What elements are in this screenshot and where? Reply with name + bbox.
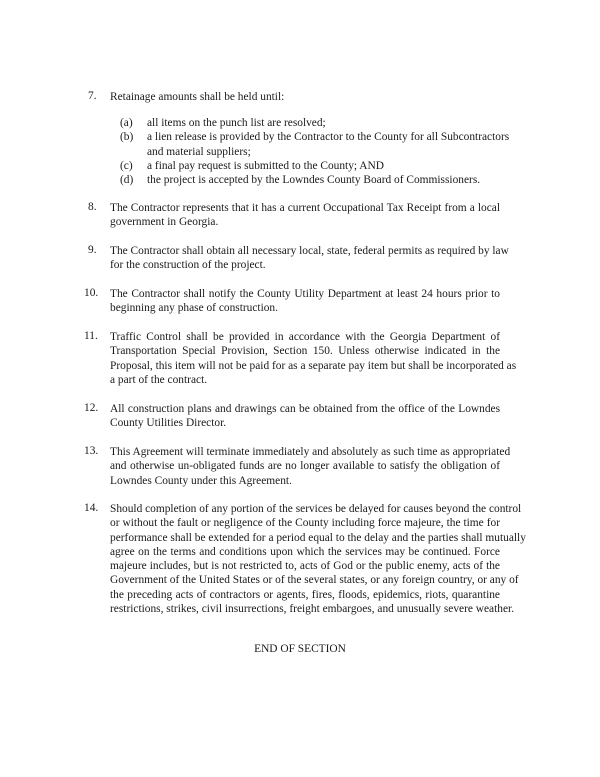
- clause-text: [110, 445, 511, 488]
- clause-number: 8.: [88, 201, 97, 213]
- text-line: beginning any phase of construction.: [110, 302, 278, 315]
- text-line: The Contractor represents that it has a current Occupational Tax Receipt from a local: [110, 202, 500, 214]
- sub-clause: [0, 116, 600, 130]
- text-line: government in Georgia.: [110, 216, 219, 229]
- clause-number: 11.: [84, 330, 98, 342]
- clause-number: 7.: [88, 90, 97, 102]
- text-line: performance shall be extended for a period equal to the delay and the parties shall mutually: [110, 531, 526, 544]
- text-line: The Contractor shall obtain all necessary local, state, federal permits as required by law: [110, 245, 509, 257]
- sub-clause-text: all items on the punch list are resolved;: [147, 117, 326, 129]
- clause-text: [110, 330, 517, 387]
- clause-text: [110, 402, 500, 431]
- text-line: Retainage amounts shall be held until:: [110, 91, 285, 103]
- sub-clause-label: (c): [120, 159, 133, 172]
- end-of-section: END OF SECTION: [254, 643, 346, 655]
- clause-number: 10.: [84, 287, 99, 299]
- clause-number: 14.: [84, 502, 99, 514]
- sub-clause-text: a final pay request is submitted to the County; AND: [147, 159, 384, 172]
- sub-clause-text: the project is accepted by the Lowndes County Board of Commissioners.: [147, 174, 481, 187]
- clause-text: [110, 201, 500, 230]
- text-line: majeure includes, but is not restricted to, acts of God or the public enemy, acts of the: [110, 560, 500, 573]
- text-line: a part of the contract.: [110, 373, 208, 386]
- sub-clause: [0, 145, 600, 159]
- text-line: Proposal, this item will not be paid for as a separate pay item but shall be incorporated as: [110, 359, 517, 372]
- sub-clause-text: and material suppliers;: [147, 145, 251, 158]
- sub-clause-text: a lien release is provided by the Contractor to the County for all Subcontractors: [147, 131, 510, 144]
- clause-number: 9.: [88, 244, 97, 256]
- text-line: Government of the United States or of the several states, or any foreign country, or any of: [110, 574, 519, 587]
- text-line: Should completion of any portion of the services be delayed for causes beyond the control: [110, 503, 522, 515]
- sub-clause: [0, 173, 600, 187]
- sub-clause: [0, 130, 600, 144]
- text-line: the preceding acts of contractors or agents, fires, floods, epidemics, riots, quarantine: [110, 588, 500, 601]
- sub-clause: [0, 159, 600, 173]
- text-line: The Contractor shall notify the County Utility Department at least 24 hours prior to: [110, 288, 500, 300]
- text-line: for the construction of the project.: [110, 259, 266, 272]
- sub-clause-label: (d): [120, 174, 134, 187]
- clause-text: [110, 502, 526, 616]
- clause-number: 13.: [84, 445, 99, 457]
- sub-clause-label: (a): [120, 117, 133, 129]
- text-line: Traffic Control shall be provided in accordance with the Georgia Department of: [110, 331, 500, 343]
- text-line: restrictions, strikes, civil insurrections, freight embargoes, and unusually severe weather.: [110, 603, 515, 616]
- text-line: agree on the terms and conditions upon which the services may be continued. Force: [110, 545, 500, 558]
- clause-text: [110, 90, 500, 104]
- text-line: Transportation Special Provision, Section 150. Unless otherwise indicated in the: [110, 345, 500, 358]
- text-line: All construction plans and drawings can be obtained from the office of the Lowndes: [110, 403, 500, 415]
- clause-text: [110, 287, 500, 316]
- sub-clause-label: (b): [120, 131, 134, 144]
- clause-text: [110, 244, 509, 273]
- text-line: This Agreement will terminate immediately and absolutely as such time as appropriated: [110, 446, 511, 458]
- text-line: Lowndes County under this Agreement.: [110, 474, 292, 487]
- text-line: or without the fault or negligence of the County including force majeure, the time for: [110, 517, 500, 530]
- text-line: and otherwise un-obligated funds are no longer available to satisfy the obligation of: [110, 460, 500, 473]
- text-line: County Utilities Director.: [110, 417, 227, 430]
- clause-number: 12.: [84, 402, 99, 414]
